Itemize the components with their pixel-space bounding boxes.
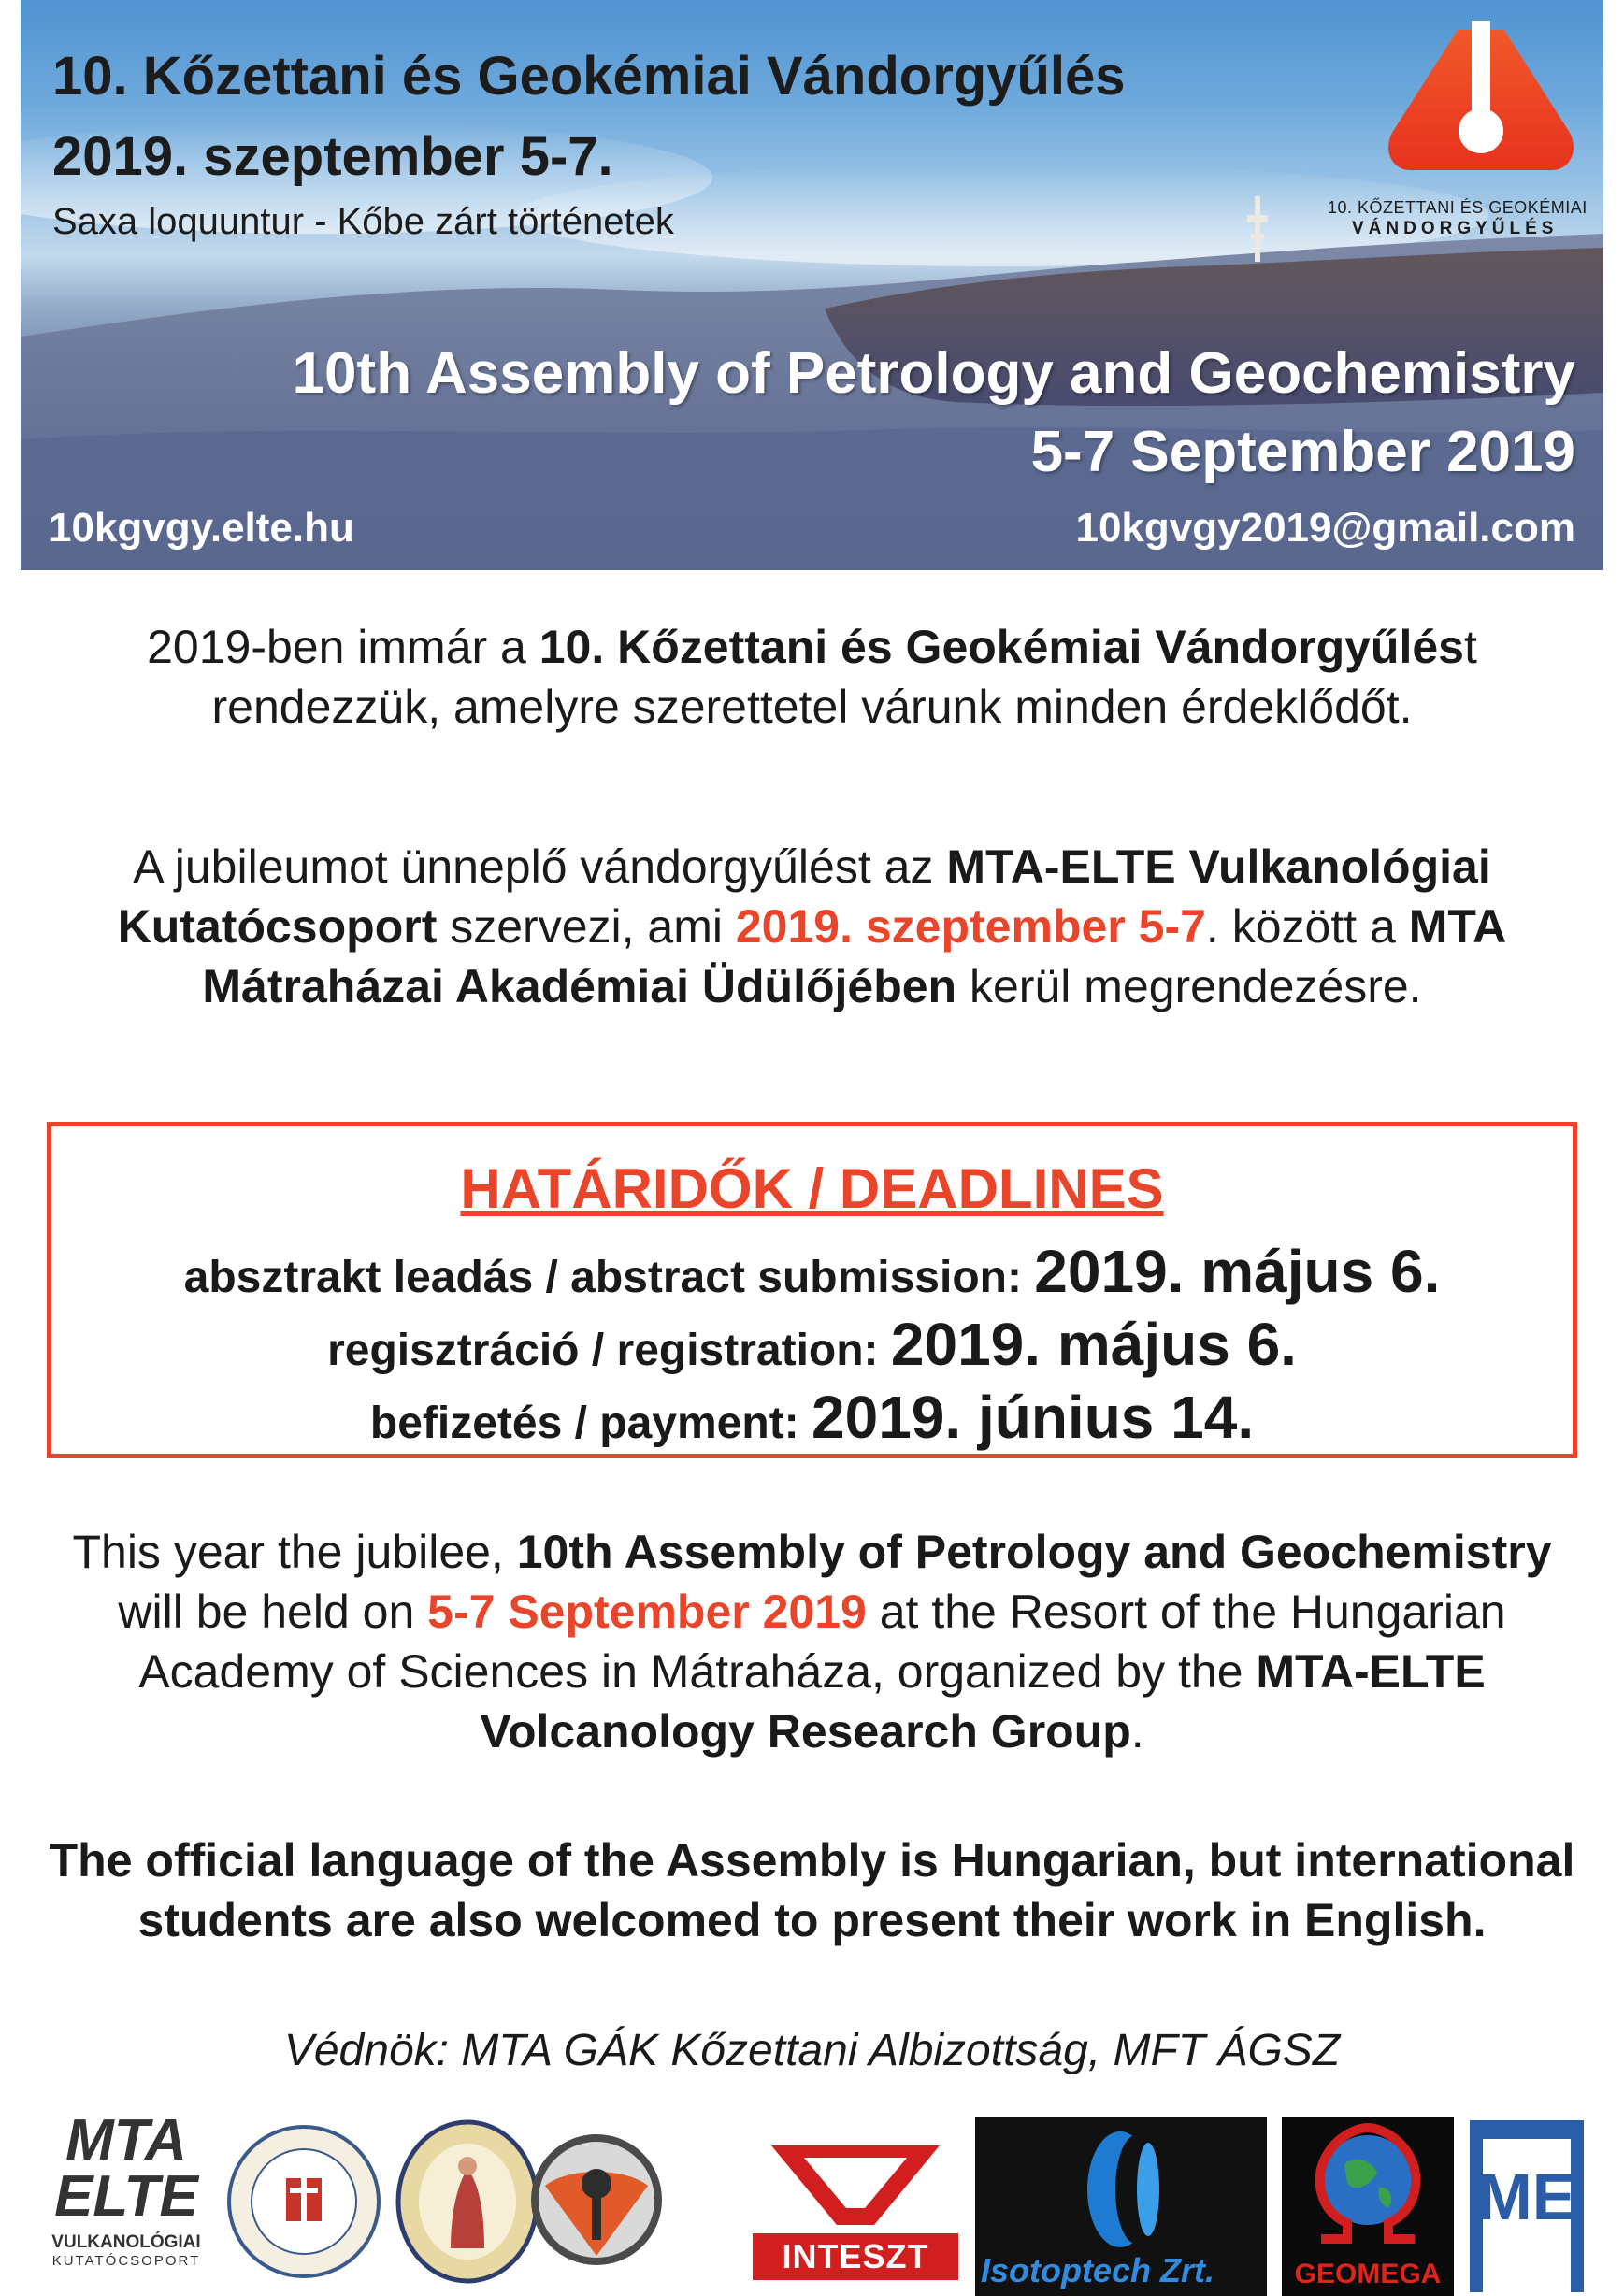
sphere-logo-icon (526, 2130, 667, 2270)
elte-university-seal-icon (224, 2122, 383, 2281)
deadline-row-abstract: absztrakt leadás / abstract submission: 2019. május 6. (183, 1238, 1441, 1305)
me-logo: ME (1466, 2117, 1588, 2296)
isotoptech-mark-icon (1069, 2124, 1181, 2255)
subtitle-hu: Saxa loquuntur - Kőbe zárt történetek (52, 201, 674, 242)
website-link[interactable]: 10kgvgy.elte.hu (49, 505, 354, 551)
email-link[interactable]: 10kgvgy2019@gmail.com (1075, 505, 1575, 551)
header-banner (21, 0, 1603, 570)
intro-hu-paragraph-1: 2019-ben immár a 10. Kőzettani és Geokémiai Vándorgyűlést rendezzük, amelyre szerettetel várunk minden érdeklődőt. (147, 621, 1477, 733)
intro-hu-paragraph-2: A jubileumot ünneplő vándorgyűlést az MTA-ELTE Vulkanológiai Kutatócsoport szervezi, ami 2019. szeptember 5-7. között a MTA Mátraházai Akadémiai Üdülőjében kerül megrendezésre. (117, 840, 1507, 1012)
logo-caption-line2: VÁNDORGYŰLÉS (1352, 219, 1559, 238)
title-en-line1: 10th Assembly of Petrology and Geochemistry (292, 341, 1575, 406)
intro-en-paragraph-1: This year the jubilee, 10th Assembly of Petrology and Geochemistry will be held on 5-7 September 2019 at the Resort of the Hungarian Academy of Sciences in Mátraháza, organized by the MTA-ELTE Volcanology Research Group. (72, 1526, 1552, 1758)
deadline-row-payment: befizetés / payment: 2019. június 14. (369, 1384, 1255, 1451)
mta-elte-logo: MTA ELTE VULKANOLÓGIAI KUTATÓCSOPORT (51, 2108, 201, 2269)
deadlines-box (47, 1122, 1577, 1458)
title-hu-line2: 2019. szeptember 5-7. (52, 126, 613, 187)
intro-en-paragraph-2: The official language of the Assembly is Hungarian, but international students are also welcomed to present their work in English. (49, 1834, 1575, 1946)
patron-line: Védnök: MTA GÁK Kőzettani Albizottság, MFT ÁGSZ (283, 2026, 1341, 2075)
isotoptech-logo: Isotoptech Zrt. (975, 2117, 1267, 2296)
geomega-omega-globe-icon (1302, 2122, 1433, 2253)
title-en-line2: 5-7 September 2019 (1030, 420, 1575, 484)
logo-caption-line1: 10. KŐZETTANI ÉS GEOKÉMIAI (1328, 198, 1588, 217)
mta-academy-seal-icon (393, 2117, 542, 2286)
geomega-logo: GEOMEGA (1282, 2117, 1454, 2296)
deadline-row-registration: regisztráció / registration: 2019. május 6. (327, 1311, 1297, 1378)
inteszt-funnel-icon (753, 2131, 958, 2234)
deadlines-title: HATÁRIDŐK / DEADLINES (460, 1157, 1164, 1220)
title-hu-line1: 10. Kőzettani és Geokémiai Vándorgyűlés (52, 46, 1126, 107)
sponsor-logos (0, 2103, 1624, 2296)
inteszt-logo: INTESZT (753, 2131, 958, 2290)
